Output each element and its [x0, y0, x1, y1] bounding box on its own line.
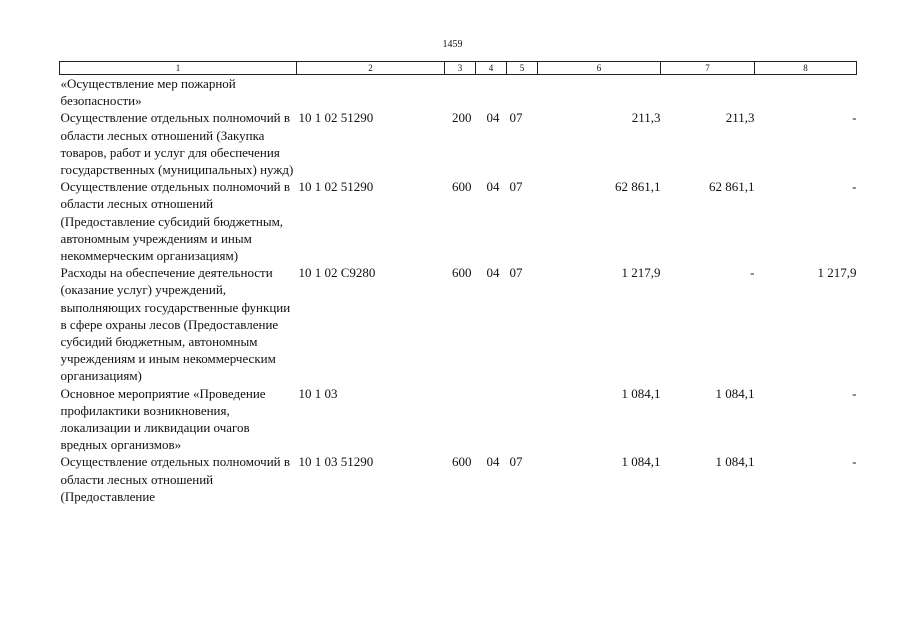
- row-code: [297, 75, 445, 110]
- row-col-7: -: [750, 265, 755, 281]
- row-col-8: -: [852, 454, 857, 470]
- page-number: 1459: [442, 39, 463, 50]
- row-col-7: 1 084,1: [715, 385, 755, 401]
- header-col-1: 1: [60, 62, 297, 75]
- row-col-3: 600: [452, 179, 472, 195]
- row-col-6: 62 861,1: [615, 179, 661, 195]
- row-col-4: [476, 385, 507, 454]
- row-col-6: 1 084,1: [621, 385, 661, 401]
- row-col-8: -: [852, 110, 857, 126]
- header-col-6: 6: [538, 62, 661, 75]
- row-col-6: [538, 75, 661, 110]
- row-name: Осуществление отдельных полномочий в области лесных отношений (Предоставление: [60, 454, 290, 504]
- row-col-5: 07: [509, 179, 523, 195]
- row-col-8: -: [852, 385, 857, 401]
- header-row: [60, 62, 857, 75]
- row-col-3: [445, 385, 476, 454]
- row-col-5: 07: [509, 110, 523, 126]
- row-col-3: 600: [452, 265, 472, 281]
- row-col-5: [507, 385, 538, 454]
- header-col-7: 7: [661, 62, 755, 75]
- row-col-8: -: [852, 179, 857, 195]
- row-name: Осуществление отдельных полномочий в области лесных отношений (Закупка товаров, работ и услуг для обеспечения государственных (муниципальных) нужд): [60, 110, 294, 178]
- row-code: 10 1 02 С9280: [298, 265, 376, 281]
- row-col-6: 1 217,9: [621, 265, 661, 281]
- row-name: Осуществление отдельных полномочий в области лесных отношений (Предоставление субсидий бюджетным, автономным учреждениям и иным некоммерческим организациям): [60, 179, 290, 264]
- row-col-5: 07: [509, 265, 523, 281]
- table-row: [60, 75, 857, 110]
- header-col-4: 4: [476, 62, 507, 75]
- row-col-6: 211,3: [631, 110, 661, 126]
- row-col-4: 04: [486, 179, 500, 195]
- row-col-7: 62 861,1: [709, 179, 755, 195]
- row-col-7: 211,3: [725, 110, 755, 126]
- header-col-2: 2: [297, 62, 445, 75]
- table-row: [60, 385, 857, 454]
- header-col-3: 3: [445, 62, 476, 75]
- table-row: [60, 264, 857, 384]
- row-name: Основное мероприятие «Проведение профилактики возникновения, локализации и ликвидации очагов вредных организмов»: [60, 385, 266, 453]
- row-col-6: 1 084,1: [621, 454, 661, 470]
- row-col-3: [445, 75, 476, 110]
- row-col-7: 1 084,1: [715, 454, 755, 470]
- budget-table: [59, 61, 857, 505]
- row-code: 10 1 03 51290: [298, 454, 374, 470]
- table-row: [60, 109, 857, 178]
- table-body: [60, 75, 857, 506]
- row-col-3: 200: [452, 110, 472, 126]
- row-name: «Осуществление мер пожарной безопасности»: [60, 76, 236, 109]
- header-col-8: 8: [755, 62, 857, 75]
- row-col-4: 04: [486, 265, 500, 281]
- row-code: 10 1 02 51290: [298, 179, 374, 195]
- table-row: [60, 178, 857, 264]
- row-col-8: [755, 75, 857, 110]
- row-code: 10 1 02 51290: [298, 110, 374, 126]
- row-col-8: 1 217,9: [817, 265, 857, 281]
- table-row: [60, 453, 857, 505]
- row-col-4: 04: [486, 110, 500, 126]
- row-col-3: 600: [452, 454, 472, 470]
- row-code: 10 1 03: [298, 385, 338, 401]
- row-col-5: [507, 75, 538, 110]
- header-col-5: 5: [507, 62, 538, 75]
- table-header: [60, 62, 857, 75]
- row-col-5: 07: [509, 454, 523, 470]
- row-col-4: 04: [486, 454, 500, 470]
- row-col-4: [476, 75, 507, 110]
- row-name: Расходы на обеспечение деятельности (оказание услуг) учреждений, выполняющих государственные функции в сфере охраны лесов (Предоставление субсидий бюджетным, автономным учреждениям и иным некоммерческим организациям): [60, 265, 291, 384]
- row-col-7: [661, 75, 755, 110]
